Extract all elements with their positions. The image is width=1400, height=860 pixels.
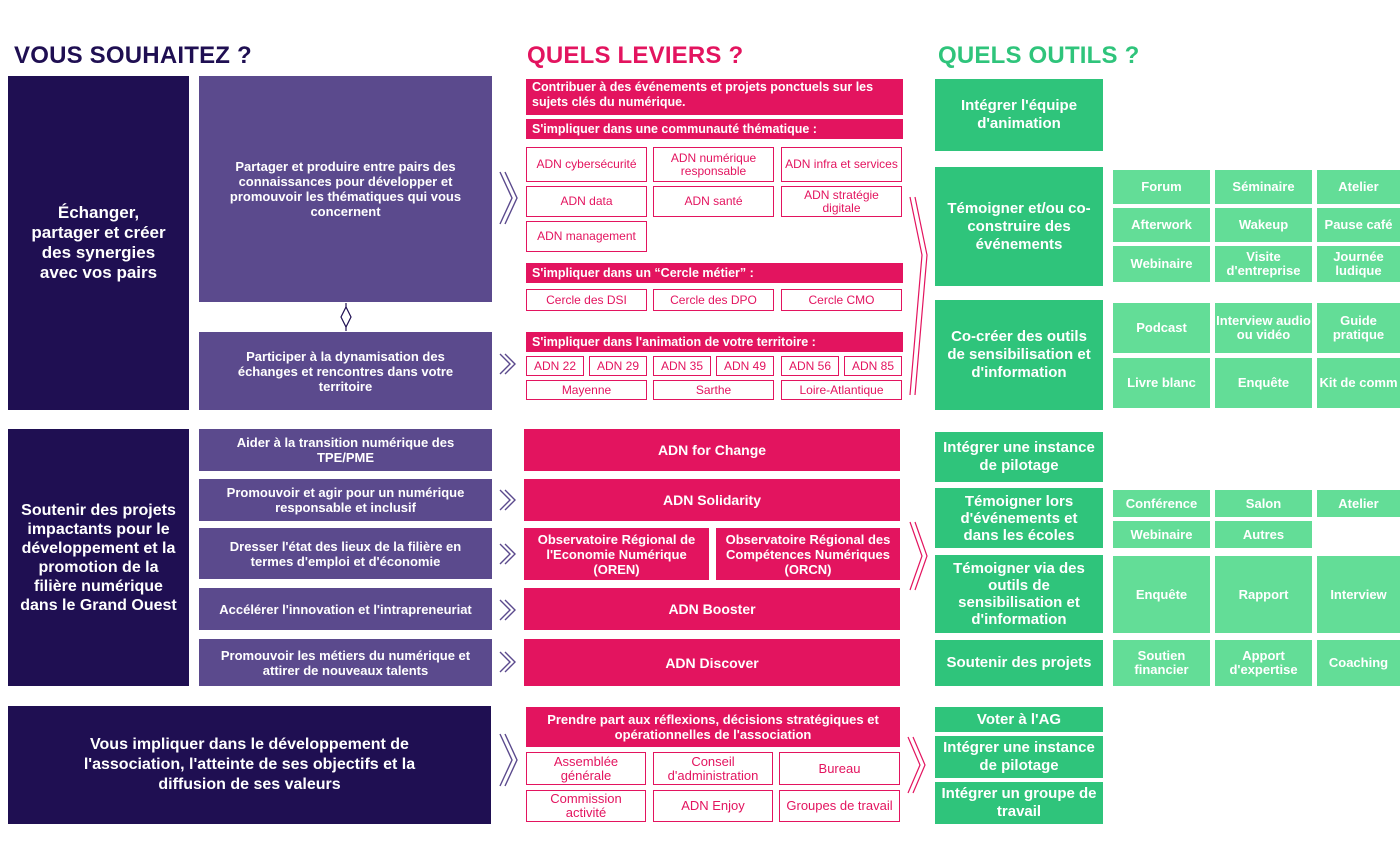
- community-item[interactable]: ADN management: [526, 221, 647, 252]
- sub-responsible: Promouvoir et agir pour un numérique responsable et inclusif: [199, 479, 492, 521]
- sub-talents: Promouvoir les métiers du numérique et attirer de nouveaux talents: [199, 639, 492, 686]
- tool-testify-tools[interactable]: Témoigner via des outils de sensibilisation et d'information: [935, 555, 1103, 633]
- community-item[interactable]: ADN cybersécurité: [526, 147, 647, 182]
- goal-exchange: Échanger, partager et créer des synergies avec vos pairs: [8, 76, 189, 410]
- bracket-chevron-icon: [906, 735, 928, 795]
- event-format[interactable]: Afterwork: [1113, 208, 1210, 242]
- lever-adn-discover[interactable]: ADN Discover: [524, 639, 900, 686]
- territory-item[interactable]: ADN 35: [653, 356, 711, 376]
- lever-community-title: S'impliquer dans une communauté thématique :: [526, 119, 903, 139]
- event-format[interactable]: Salon: [1215, 490, 1312, 517]
- cercle-item[interactable]: Cercle CMO: [781, 289, 902, 311]
- event-format[interactable]: Pause café: [1317, 208, 1400, 242]
- tool-support-projects[interactable]: Soutenir des projets: [935, 640, 1103, 686]
- arrow-chevron-icon: [498, 352, 518, 376]
- lever-cercle-title: S'impliquer dans un “Cercle métier” :: [526, 263, 903, 283]
- lever-adn-booster[interactable]: ADN Booster: [524, 588, 900, 630]
- sub-share-knowledge: Partager et produire entre pairs des connaissances pour développer et promouvoir les thématiques qui vous concernent: [199, 76, 492, 302]
- arrow-chevron-icon: [498, 170, 518, 226]
- tool-cocreate[interactable]: Co-créer des outils de sensibilisation et d'information: [935, 300, 1103, 410]
- event-format[interactable]: Autres: [1215, 521, 1312, 548]
- project-format[interactable]: Coaching: [1317, 640, 1400, 686]
- arrow-chevron-icon: [498, 598, 518, 622]
- tool-animation-team[interactable]: Intégrer l'équipe d'animation: [935, 79, 1103, 151]
- bracket-chevron-icon: [908, 520, 930, 592]
- body-item[interactable]: Bureau: [779, 752, 900, 785]
- lever-orcn[interactable]: Observatoire Régional des Compétences Numériques (ORCN): [716, 528, 900, 580]
- territory-item[interactable]: ADN 29: [589, 356, 647, 376]
- lever-territory-title: S'impliquer dans l'animation de votre territoire :: [526, 332, 903, 352]
- event-format[interactable]: Webinaire: [1113, 246, 1210, 282]
- cercle-item[interactable]: Cercle des DSI: [526, 289, 647, 311]
- goal-support-projects: Soutenir des projets impactants pour le développement et la promotion de la filière numérique dans le Grand Ouest: [8, 429, 189, 686]
- community-item[interactable]: ADN data: [526, 186, 647, 217]
- header-vous-souhaitez: VOUS SOUHAITEZ ?: [14, 42, 252, 69]
- lever-events: Contribuer à des événements et projets ponctuels sur les sujets clés du numérique.: [526, 79, 903, 115]
- lever-adn-for-change[interactable]: ADN for Change: [524, 429, 900, 471]
- bracket-chevron-icon: [908, 195, 930, 400]
- event-format[interactable]: Webinaire: [1113, 521, 1210, 548]
- cercle-item[interactable]: Cercle des DPO: [653, 289, 774, 311]
- sub-observatory: Dresser l'état des lieux de la filière en termes d'emploi et d'économie: [199, 528, 492, 579]
- arrow-chevron-icon: [498, 650, 518, 674]
- community-item[interactable]: ADN stratégie digitale: [781, 186, 902, 217]
- content-format[interactable]: Interview audio ou vidéo: [1215, 303, 1312, 353]
- event-format[interactable]: Séminaire: [1215, 170, 1312, 204]
- content-format[interactable]: Podcast: [1113, 303, 1210, 353]
- territory-item[interactable]: ADN 56: [781, 356, 839, 376]
- tool-testify-events[interactable]: Témoigner lors d'événements et dans les écoles: [935, 488, 1103, 548]
- tool-events[interactable]: Témoigner et/ou co-construire des événements: [935, 167, 1103, 286]
- territory-item[interactable]: Mayenne: [526, 380, 647, 400]
- tool-vote-ag[interactable]: Voter à l'AG: [935, 707, 1103, 732]
- event-format[interactable]: Visite d'entreprise: [1215, 246, 1312, 282]
- event-format[interactable]: Journée ludique: [1317, 246, 1400, 282]
- arrow-chevron-icon: [498, 732, 518, 788]
- tool-join-workgroup[interactable]: Intégrer un groupe de travail: [935, 782, 1103, 824]
- body-item[interactable]: ADN Enjoy: [653, 790, 773, 822]
- arrow-chevron-icon: [498, 488, 518, 512]
- body-item[interactable]: Groupes de travail: [779, 790, 900, 822]
- project-format[interactable]: Apport d'expertise: [1215, 640, 1312, 686]
- tool-format[interactable]: Rapport: [1215, 556, 1312, 633]
- community-item[interactable]: ADN infra et services: [781, 147, 902, 182]
- lever-governance: Prendre part aux réflexions, décisions stratégiques et opérationnelles de l'association: [526, 707, 900, 747]
- link-diamond-icon: [332, 303, 360, 331]
- event-format[interactable]: Atelier: [1317, 170, 1400, 204]
- lever-adn-solidarity[interactable]: ADN Solidarity: [524, 479, 900, 521]
- goal-association: Vous impliquer dans le développement de l'association, l'atteinte de ses objectifs et la diffusion de ses valeurs: [8, 706, 491, 824]
- tool-pilotage[interactable]: Intégrer une instance de pilotage: [935, 432, 1103, 482]
- body-item[interactable]: Commission activité: [526, 790, 646, 822]
- body-item[interactable]: Conseil d'administration: [653, 752, 773, 785]
- lever-oren[interactable]: Observatoire Régional de l'Economie Numérique (OREN): [524, 528, 709, 580]
- territory-item[interactable]: Sarthe: [653, 380, 774, 400]
- event-format[interactable]: Forum: [1113, 170, 1210, 204]
- sub-tpe-pme: Aider à la transition numérique des TPE/PME: [199, 429, 492, 471]
- header-quels-outils: QUELS OUTILS ?: [938, 42, 1140, 69]
- content-format[interactable]: Livre blanc: [1113, 358, 1210, 408]
- content-format[interactable]: Enquête: [1215, 358, 1312, 408]
- tool-join-governance[interactable]: Intégrer une instance de pilotage: [935, 736, 1103, 778]
- content-format[interactable]: Guide pratique: [1317, 303, 1400, 353]
- territory-item[interactable]: ADN 85: [844, 356, 902, 376]
- project-format[interactable]: Soutien financier: [1113, 640, 1210, 686]
- event-format[interactable]: Atelier: [1317, 490, 1400, 517]
- body-item[interactable]: Assemblée générale: [526, 752, 646, 785]
- community-item[interactable]: ADN numérique responsable: [653, 147, 774, 182]
- territory-item[interactable]: ADN 49: [716, 356, 774, 376]
- territory-item[interactable]: Loire-Atlantique: [781, 380, 902, 400]
- content-format[interactable]: Kit de comm: [1317, 358, 1400, 408]
- tool-format[interactable]: Enquête: [1113, 556, 1210, 633]
- territory-item[interactable]: ADN 22: [526, 356, 584, 376]
- event-format[interactable]: Conférence: [1113, 490, 1210, 517]
- arrow-chevron-icon: [498, 542, 518, 566]
- header-quels-leviers: QUELS LEVIERS ?: [527, 42, 744, 69]
- event-format[interactable]: Wakeup: [1215, 208, 1312, 242]
- sub-innovation: Accélérer l'innovation et l'intrapreneuriat: [199, 588, 492, 630]
- tool-format[interactable]: Interview: [1317, 556, 1400, 633]
- community-item[interactable]: ADN santé: [653, 186, 774, 217]
- sub-territory: Participer à la dynamisation des échanges et rencontres dans votre territoire: [199, 332, 492, 410]
